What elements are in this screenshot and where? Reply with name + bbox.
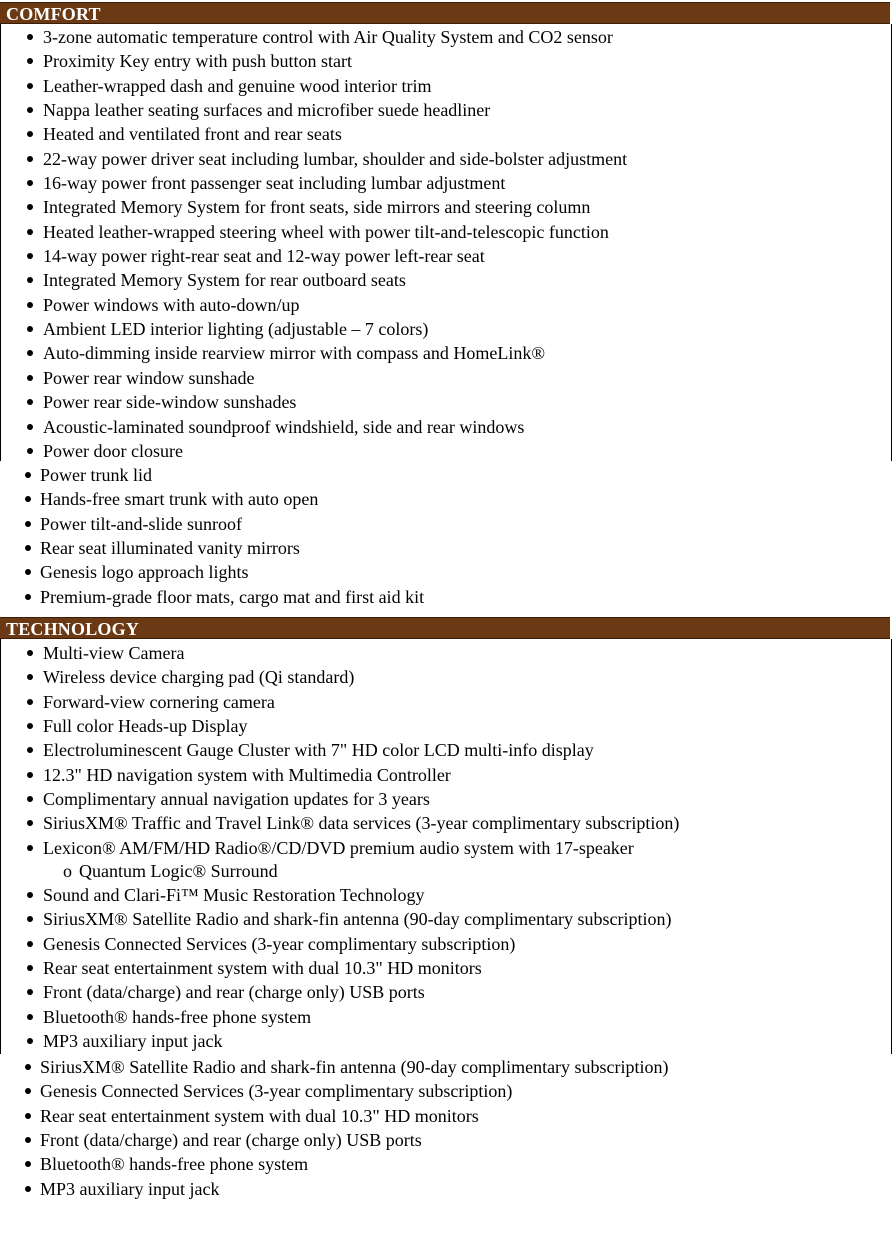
list-item-text: Complimentary annual navigation updates for 3 years	[43, 789, 430, 810]
list-item-text: 12.3" HD navigation system with Multimedia Controller	[43, 764, 451, 785]
bullet-icon	[27, 820, 33, 826]
list-item	[0, 463, 892, 487]
bullet-icon	[27, 156, 33, 162]
bullet-icon	[27, 277, 33, 283]
list-item	[1, 690, 891, 714]
list-item-text: Rear seat entertainment system with dual 10.3" HD monitors	[40, 1105, 479, 1126]
list-item-text: Leather-wrapped dash and genuine wood interior trim	[43, 75, 432, 96]
list-item	[1, 907, 891, 931]
list-item	[1, 787, 891, 811]
list-item	[0, 1128, 892, 1152]
bullet-icon	[27, 916, 33, 922]
bullet-icon	[25, 594, 31, 600]
list-item	[1, 415, 891, 439]
list-item	[0, 512, 892, 536]
bullet-icon	[27, 965, 33, 971]
list-item-text: Bluetooth® hands-free phone system	[40, 1154, 309, 1175]
bullet-icon	[25, 545, 31, 551]
list-item	[0, 560, 892, 584]
list-item-text: Power rear side-window sunshades	[43, 392, 297, 413]
bullet-icon	[25, 496, 31, 502]
bullet-icon	[27, 772, 33, 778]
list-item	[1, 980, 891, 1004]
bullet-icon	[27, 424, 33, 430]
bullet-icon	[27, 326, 33, 332]
list-item-text: Lexicon® AM/FM/HD Radio®/CD/DVD premium audio system with 17-speaker	[43, 837, 634, 858]
technology-list-frame	[0, 639, 892, 1054]
list-item-text: Full color Heads-up Display	[43, 716, 248, 737]
list-item-text: Rear seat entertainment system with dual 10.3" HD monitors	[43, 958, 482, 979]
list-item	[1, 1005, 891, 1029]
list-item-text: MP3 auxiliary input jack	[43, 1031, 223, 1052]
list-item	[1, 244, 891, 268]
list-item	[0, 487, 892, 511]
bullet-icon	[27, 83, 33, 89]
list-item	[0, 585, 892, 609]
list-item	[1, 763, 891, 787]
list-item-text: 3-zone automatic temperature control with Air Quality System and CO2 sensor	[43, 27, 613, 47]
bullet-icon	[27, 34, 33, 40]
list-item	[1, 932, 891, 956]
list-item-text: Heated leather-wrapped steering wheel with power tilt-and-telescopic function	[43, 221, 609, 242]
bullet-icon	[27, 350, 33, 356]
list-item-text: 14-way power right-rear seat and 12-way power left-rear seat	[43, 246, 485, 267]
list-item-text: Genesis Connected Services (3-year complimentary subscription)	[43, 933, 516, 954]
list-item	[1, 147, 891, 171]
technology-section-header	[0, 617, 890, 639]
list-item-text: 22-way power driver seat including lumbar, shoulder and side-bolster adjustment	[43, 148, 628, 169]
list-item	[1, 956, 891, 980]
sub-list-item	[1, 860, 891, 883]
list-item-text: Rear seat illuminated vanity mirrors	[40, 538, 300, 559]
bullet-icon	[27, 650, 33, 656]
list-item-text: Wireless device charging pad (Qi standard)	[43, 667, 355, 688]
list-item-text: Auto-dimming inside rearview mirror with compass and HomeLink®	[43, 343, 546, 364]
list-item-text: SiriusXM® Traffic and Travel Link® data services (3-year complimentary subscription)	[43, 813, 680, 834]
bullet-icon	[27, 399, 33, 405]
bullet-icon	[27, 58, 33, 64]
bullet-icon	[25, 569, 31, 575]
bullet-icon	[27, 253, 33, 259]
bullet-icon	[25, 521, 31, 527]
list-item-text: SiriusXM® Satellite Radio and shark-fin antenna (90-day complimentary subscription)	[43, 909, 672, 930]
bullet-icon	[27, 448, 33, 454]
list-item	[1, 341, 891, 365]
list-item-text: Power windows with auto-down/up	[43, 294, 300, 315]
list-item	[0, 1177, 892, 1201]
bullet-icon	[27, 302, 33, 308]
list-item	[1, 836, 891, 860]
list-item-text: Multi-view Camera	[43, 643, 185, 663]
bullet-icon	[27, 796, 33, 802]
bullet-icon	[27, 747, 33, 753]
technology-section-title: TECHNOLOGY	[6, 619, 140, 639]
list-item-text: Bluetooth® hands-free phone system	[43, 1006, 312, 1027]
bullet-icon	[25, 1186, 31, 1192]
bullet-icon	[27, 699, 33, 705]
bullet-icon	[25, 472, 31, 478]
list-item	[1, 220, 891, 244]
bullet-icon	[27, 674, 33, 680]
technology-overflow-region	[0, 1055, 892, 1201]
comfort-section-header	[0, 2, 890, 24]
bullet-icon	[25, 1088, 31, 1094]
bullet-icon	[25, 1064, 31, 1070]
list-item	[0, 1079, 892, 1103]
comfort-overflow-region	[0, 463, 892, 609]
comfort-overflow-list	[0, 463, 892, 609]
bullet-icon	[27, 845, 33, 851]
bullet-icon	[27, 180, 33, 186]
list-item-text: 16-way power front passenger seat including lumbar adjustment	[43, 173, 506, 194]
list-item-text: Ambient LED interior lighting (adjustable – 7 colors)	[43, 319, 429, 340]
list-item-text: Integrated Memory System for rear outboard seats	[43, 270, 406, 291]
list-item-text: Power door closure	[43, 440, 183, 461]
comfort-list-frame	[0, 24, 892, 461]
bullet-icon	[27, 723, 33, 729]
bullet-icon	[25, 1161, 31, 1167]
bullet-icon	[27, 1014, 33, 1020]
bullet-icon	[25, 1113, 31, 1119]
list-item-text: Genesis Connected Services (3-year complimentary subscription)	[40, 1081, 513, 1102]
list-item-text: Premium-grade floor mats, cargo mat and first aid kit	[40, 586, 425, 607]
list-item	[1, 738, 891, 762]
list-item-text: Power trunk lid	[40, 465, 152, 485]
list-item	[1, 268, 891, 292]
list-item	[1, 665, 891, 689]
list-item-text: Power tilt-and-slide sunroof	[40, 513, 242, 534]
list-item	[1, 171, 891, 195]
technology-overflow-list	[0, 1055, 892, 1201]
list-item	[1, 641, 891, 665]
list-item	[1, 439, 891, 463]
list-item-text: Electroluminescent Gauge Cluster with 7" HD color LCD multi-info display	[43, 740, 594, 761]
list-item-text: Nappa leather seating surfaces and microfiber suede headliner	[43, 100, 491, 121]
list-item-text: Proximity Key entry with push button start	[43, 51, 352, 72]
list-item	[1, 74, 891, 98]
list-item-text: Front (data/charge) and rear (charge only) USB ports	[40, 1130, 422, 1151]
list-item	[1, 390, 891, 414]
list-item	[1, 293, 891, 317]
bullet-icon	[27, 989, 33, 995]
list-item-text: Genesis logo approach lights	[40, 562, 249, 583]
list-item	[0, 1152, 892, 1176]
list-item	[1, 122, 891, 146]
list-item	[0, 1055, 892, 1079]
comfort-section-title: COMFORT	[6, 4, 101, 24]
bullet-icon	[25, 1137, 31, 1143]
list-item-text: Acoustic-laminated soundproof windshield, side and rear windows	[43, 416, 525, 437]
list-item	[1, 195, 891, 219]
list-item-text: Heated and ventilated front and rear seats	[43, 124, 342, 145]
bullet-icon	[27, 107, 33, 113]
list-item	[1, 49, 891, 73]
list-item	[0, 536, 892, 560]
sub-list-item-text: Quantum Logic® Surround	[79, 861, 278, 882]
list-item	[1, 883, 891, 907]
list-item-text: Hands-free smart trunk with auto open	[40, 489, 319, 510]
list-item	[1, 366, 891, 390]
list-item-text: MP3 auxiliary input jack	[40, 1178, 220, 1199]
list-item-text: Power rear window sunshade	[43, 367, 255, 388]
list-item-text: Integrated Memory System for front seats, side mirrors and steering column	[43, 197, 591, 218]
list-item	[1, 98, 891, 122]
bullet-icon	[27, 892, 33, 898]
list-item	[1, 811, 891, 835]
bullet-icon	[27, 131, 33, 137]
list-item	[1, 317, 891, 341]
bullet-icon	[27, 1038, 33, 1044]
technology-feature-list	[1, 639, 891, 1054]
list-item-text: Forward-view cornering camera	[43, 691, 275, 712]
list-item-text: Sound and Clari-Fi™ Music Restoration Technology	[43, 885, 425, 906]
list-item	[0, 1104, 892, 1128]
list-item-text: Front (data/charge) and rear (charge only) USB ports	[43, 982, 425, 1003]
list-item-text: SiriusXM® Satellite Radio and shark-fin antenna (90-day complimentary subscription)	[40, 1057, 669, 1077]
bullet-icon	[27, 941, 33, 947]
hollow-bullet-icon: o	[63, 861, 72, 882]
bullet-icon	[27, 229, 33, 235]
list-item	[1, 714, 891, 738]
bullet-icon	[27, 375, 33, 381]
bullet-icon	[27, 204, 33, 210]
list-item	[1, 25, 891, 49]
list-item	[1, 1029, 891, 1053]
comfort-feature-list	[1, 24, 891, 463]
